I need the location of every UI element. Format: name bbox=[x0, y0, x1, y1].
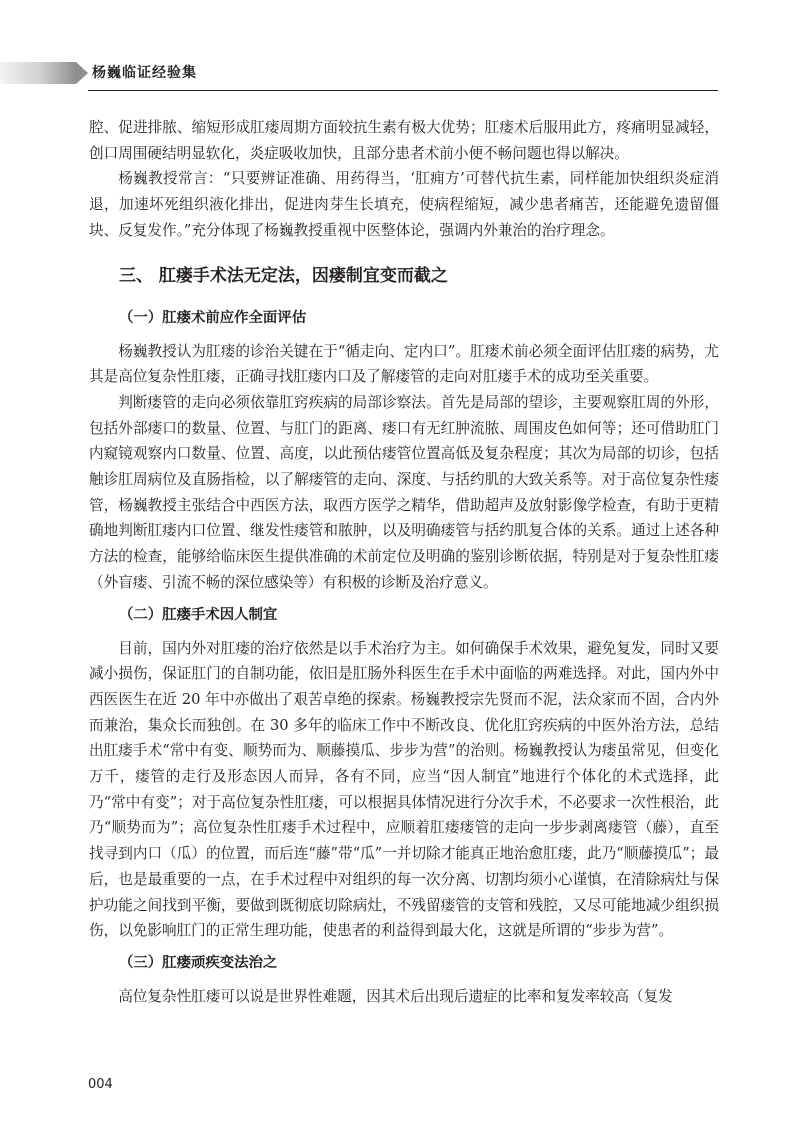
subsection-3-paragraph-1: 高位复杂性肛瘘可以说是世界性难题，因其术后出现后遗症的比率和复发率较高（复发 bbox=[118, 987, 673, 1005]
header-rule bbox=[88, 90, 718, 91]
header-arrow-icon bbox=[76, 62, 88, 84]
subsection-1-paragraph-2: 判断瘘管的走向必须依靠肛窍疾病的局部诊察法。首先是局部的望诊，主要观察肛周的外形，包括外部瘘口的数量、位置、与肛门的距离、瘘口有无红肿流脓、周围皮色如何等；还可借助肛门内窥镜观察内口数量、位置、高度，以此预估瘘管位置高低及复杂程度；其次为局部的切诊，包括触诊肛周病位及直肠指检，以了解瘘管的走向、深度、与括约肌的大致关系等。对于高位复杂性瘘管，杨巍教授主张结合中西医方法，取西方医学之精华，借助超声及放射影像学检查，有助于更精确地判断肛瘘内口位置、继发性瘘管和脓肿，以及明确瘘管与括约肌复合体的关系。通过上述各种方法的检查，能够给临床医生提供准确的术前定位及明确的鉴别诊断依据，特别是对于复杂性肛瘘（外盲瘘、引流不畅的深位感染等）有积极的诊断及治疗意义。 bbox=[89, 393, 719, 591]
running-header-title: 杨巍临证经验集 bbox=[92, 65, 197, 81]
subsection-heading-3: （三）肛瘘顽疾变法治之 bbox=[119, 954, 278, 971]
subsection-1-paragraph-1: 杨巍教授认为肛瘘的诊治关键在于“循走向、定内口”。肛瘘术前必须全面评估肛瘘的病势，尤其是高位复杂性肛瘘，正确寻找肛瘘内口及了解瘘管的走向对肛瘘手术的成功至关重要。 bbox=[89, 342, 719, 386]
subsection-heading-1: （一）肛瘘术前应作全面评估 bbox=[119, 309, 307, 326]
section-heading: 三、 肛瘘手术法无定法，因瘘制宜变而截之 bbox=[119, 265, 448, 286]
paragraph-continued: 腔、促进排脓、缩短形成肛瘘周期方面较抗生素有极大优势；肛瘘术后服用此方，疼痛明显减轻，创口周围硬结明显软化，炎症吸收加快，且部分患者术前小便不畅问题也得以解决。 bbox=[89, 119, 719, 162]
subsection-heading-2: （二）肛瘘手术因人制宜 bbox=[119, 606, 278, 623]
header-decoration-bar bbox=[0, 62, 76, 84]
page-number: 004 bbox=[88, 1077, 113, 1092]
paragraph-quote: 杨巍教授常言：“只要辨证准确、用药得当，‘肛痈方’可替代抗生素，同样能加快组织炎症消退，加速坏死组织液化排出，促进肉芽生长填充，使病程缩短，减少患者痛苦，还能避免遗留僵块、反复发作。”充分体现了杨巍教授重视中医整体论，强调内外兼治的治疗理念。 bbox=[89, 170, 719, 239]
subsection-2-paragraph-1: 目前，国内外对肛瘘的治疗依然是以手术治疗为主。如何确保手术效果，避免复发，同时又要减小损伤，保证肛门的自制功能，依旧是肛肠外科医生在手术中面临的两难选择。对此，国内外中西医医生在近 20 年中亦做出了艰苦卓绝的探索。杨巍教授宗先贤而不泥，法众家而不固，合内外而兼治，集众长而独创。在 30 多年的临床工作中不断改良、优化肛窍疾病的中医外治方法，总结出肛瘘手术“常中有变、顺势而为、顺藤摸瓜、步步为营”的治则。杨巍教授认为瘘虽常见，但变化万千，瘘管的走行及形态因人而异，各有不同，应当“因人制宜”地进行个体化的术式选择，此乃“常中有变”；对于高位复杂性肛瘘，可以根据具体情况进行分次手术，不必要求一次性根治，此乃“顺势而为”；高位复杂性肛瘘手术过程中，应顺着肛瘘瘘管的走向一步步剥离瘘管（藤），直至找寻到内口（瓜）的位置，而后连“藤”带“瓜”一并切除才能真正地治愈肛瘘，此乃“顺藤摸瓜”；最后，也是最重要的一点，在手术过程中对组织的每一次分离、切割均须小心谨慎，在清除病灶与保护功能之间找到平衡，要做到既彻底切除病灶，不残留瘘管的支管和残腔，又尽可能地减少组织损伤，以免影响肛门的正常生理功能，使患者的利益得到最大化，这就是所谓的“步步为营”。 bbox=[89, 639, 719, 940]
page-body bbox=[89, 115, 719, 1010]
